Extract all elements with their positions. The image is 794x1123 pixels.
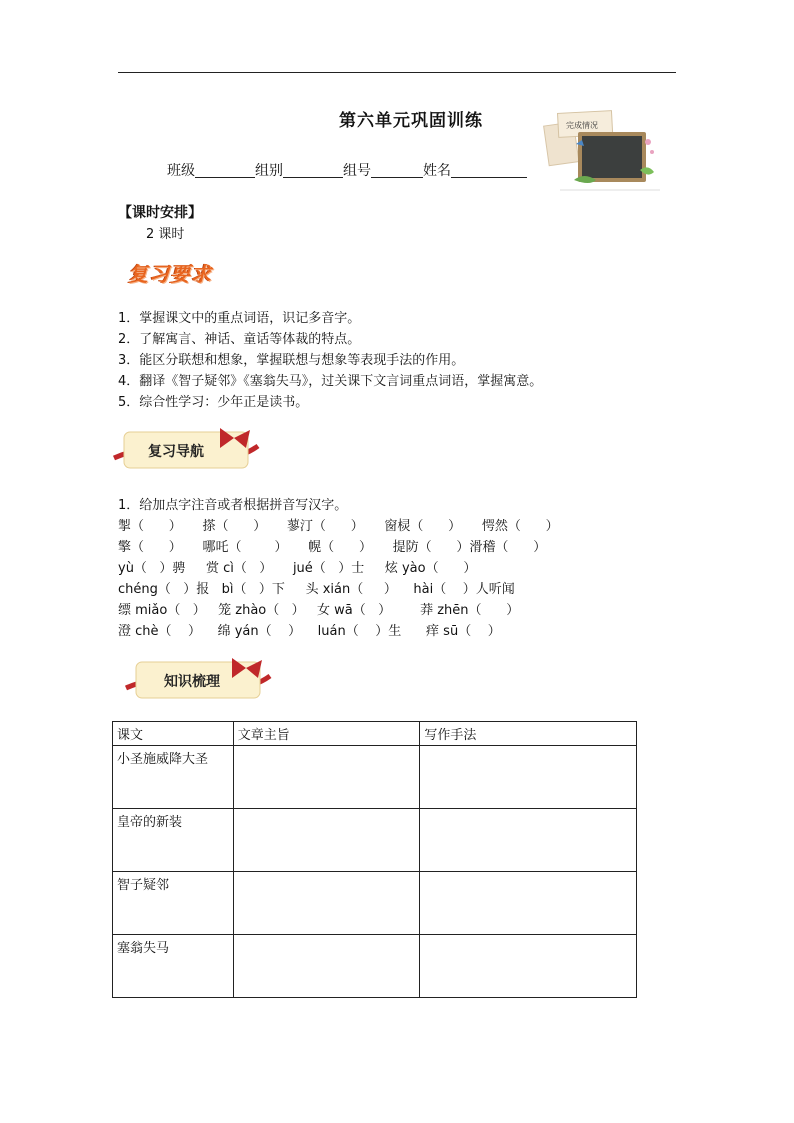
- number-label: 组号: [343, 163, 371, 179]
- technique-cell[interactable]: [420, 872, 637, 935]
- name-label: 姓名: [423, 163, 451, 179]
- text-title-cell: 智子疑邻: [113, 872, 234, 935]
- review-nav-label: 复习导航: [148, 444, 204, 460]
- top-rule: [118, 72, 676, 73]
- number-blank[interactable]: [371, 163, 423, 178]
- class-blank[interactable]: [195, 163, 255, 178]
- table-header-row: [113, 722, 637, 746]
- requirement-item: 2．了解寓言、神话、童话等体裁的特点。: [118, 332, 361, 347]
- review-nav-banner: [110, 424, 262, 476]
- pinyin-row: chéng（ ）报 bì（ ）下 头 xián（ ） hài（ ）人听闻: [118, 582, 515, 597]
- technique-cell[interactable]: [420, 746, 637, 809]
- blackboard-sticker-icon: [540, 102, 660, 192]
- theme-cell[interactable]: [233, 746, 420, 809]
- knowledge-table: [112, 721, 637, 998]
- group-blank[interactable]: [283, 163, 343, 178]
- table-row: [113, 872, 637, 935]
- text-title-cell: 皇帝的新装: [113, 809, 234, 872]
- header-cell: 课文: [113, 722, 234, 746]
- theme-cell[interactable]: [233, 872, 420, 935]
- requirement-item: 4．翻译《智子疑邻》《塞翁失马》，过关课下文言词重点词语，掌握寓意。: [118, 374, 543, 389]
- student-info-line: [167, 160, 527, 180]
- class-label: 班级: [167, 163, 195, 179]
- requirement-item: 1．掌握课文中的重点词语，识记多音字。: [118, 311, 361, 326]
- schedule-heading: 【课时安排】: [118, 205, 202, 221]
- header-cell: 写作手法: [420, 722, 637, 746]
- name-blank[interactable]: [451, 163, 527, 178]
- table-row: [113, 809, 637, 872]
- requirement-item: 3．能区分联想和想象，掌握联想与想象等表现手法的作用。: [118, 353, 465, 368]
- theme-cell[interactable]: [233, 935, 420, 998]
- group-label: 组别: [255, 163, 283, 179]
- question-1: 1．给加点字注音或者根据拼音写汉字。: [118, 498, 348, 513]
- pinyin-row: 澄 chè（ ） 绵 yán（ ） luán（ ）生 痒 sū（ ）: [118, 624, 501, 639]
- knowledge-banner: [122, 654, 274, 706]
- knowledge-label: 知识梳理: [164, 674, 220, 690]
- sticker-label: 完成情况: [566, 121, 598, 130]
- pinyin-row: 擎（ ） 哪吒（ ） 幌（ ） 提防（ ）滑稽（ ）: [118, 540, 547, 555]
- pinyin-row: 缥 miǎo（ ） 笼 zhào（ ） 女 wā（ ） 莽 zhēn（ ）: [118, 603, 520, 618]
- table-row: [113, 746, 637, 809]
- header-cell: 文章主旨: [233, 722, 420, 746]
- technique-cell[interactable]: [420, 809, 637, 872]
- text-title-cell: 小圣施威降大圣: [113, 746, 234, 809]
- page-title: 第六单元巩固训练: [339, 111, 483, 131]
- pinyin-row: yù（ ）骋 赏 cì（ ） jué（ ）士 炫 yào（ ）: [118, 561, 477, 576]
- text-title-cell: 塞翁失马: [113, 935, 234, 998]
- table-row: [113, 935, 637, 998]
- review-requirements-heading: 复习要求: [128, 262, 212, 286]
- technique-cell[interactable]: [420, 935, 637, 998]
- theme-cell[interactable]: [233, 809, 420, 872]
- pinyin-row: 掣（ ） 搽（ ） 蓼汀（ ） 窗棂（ ） 愕然（ ）: [118, 519, 559, 534]
- requirement-item: 5．综合性学习：少年正是读书。: [118, 395, 309, 410]
- schedule-hours: 2 课时: [146, 227, 185, 242]
